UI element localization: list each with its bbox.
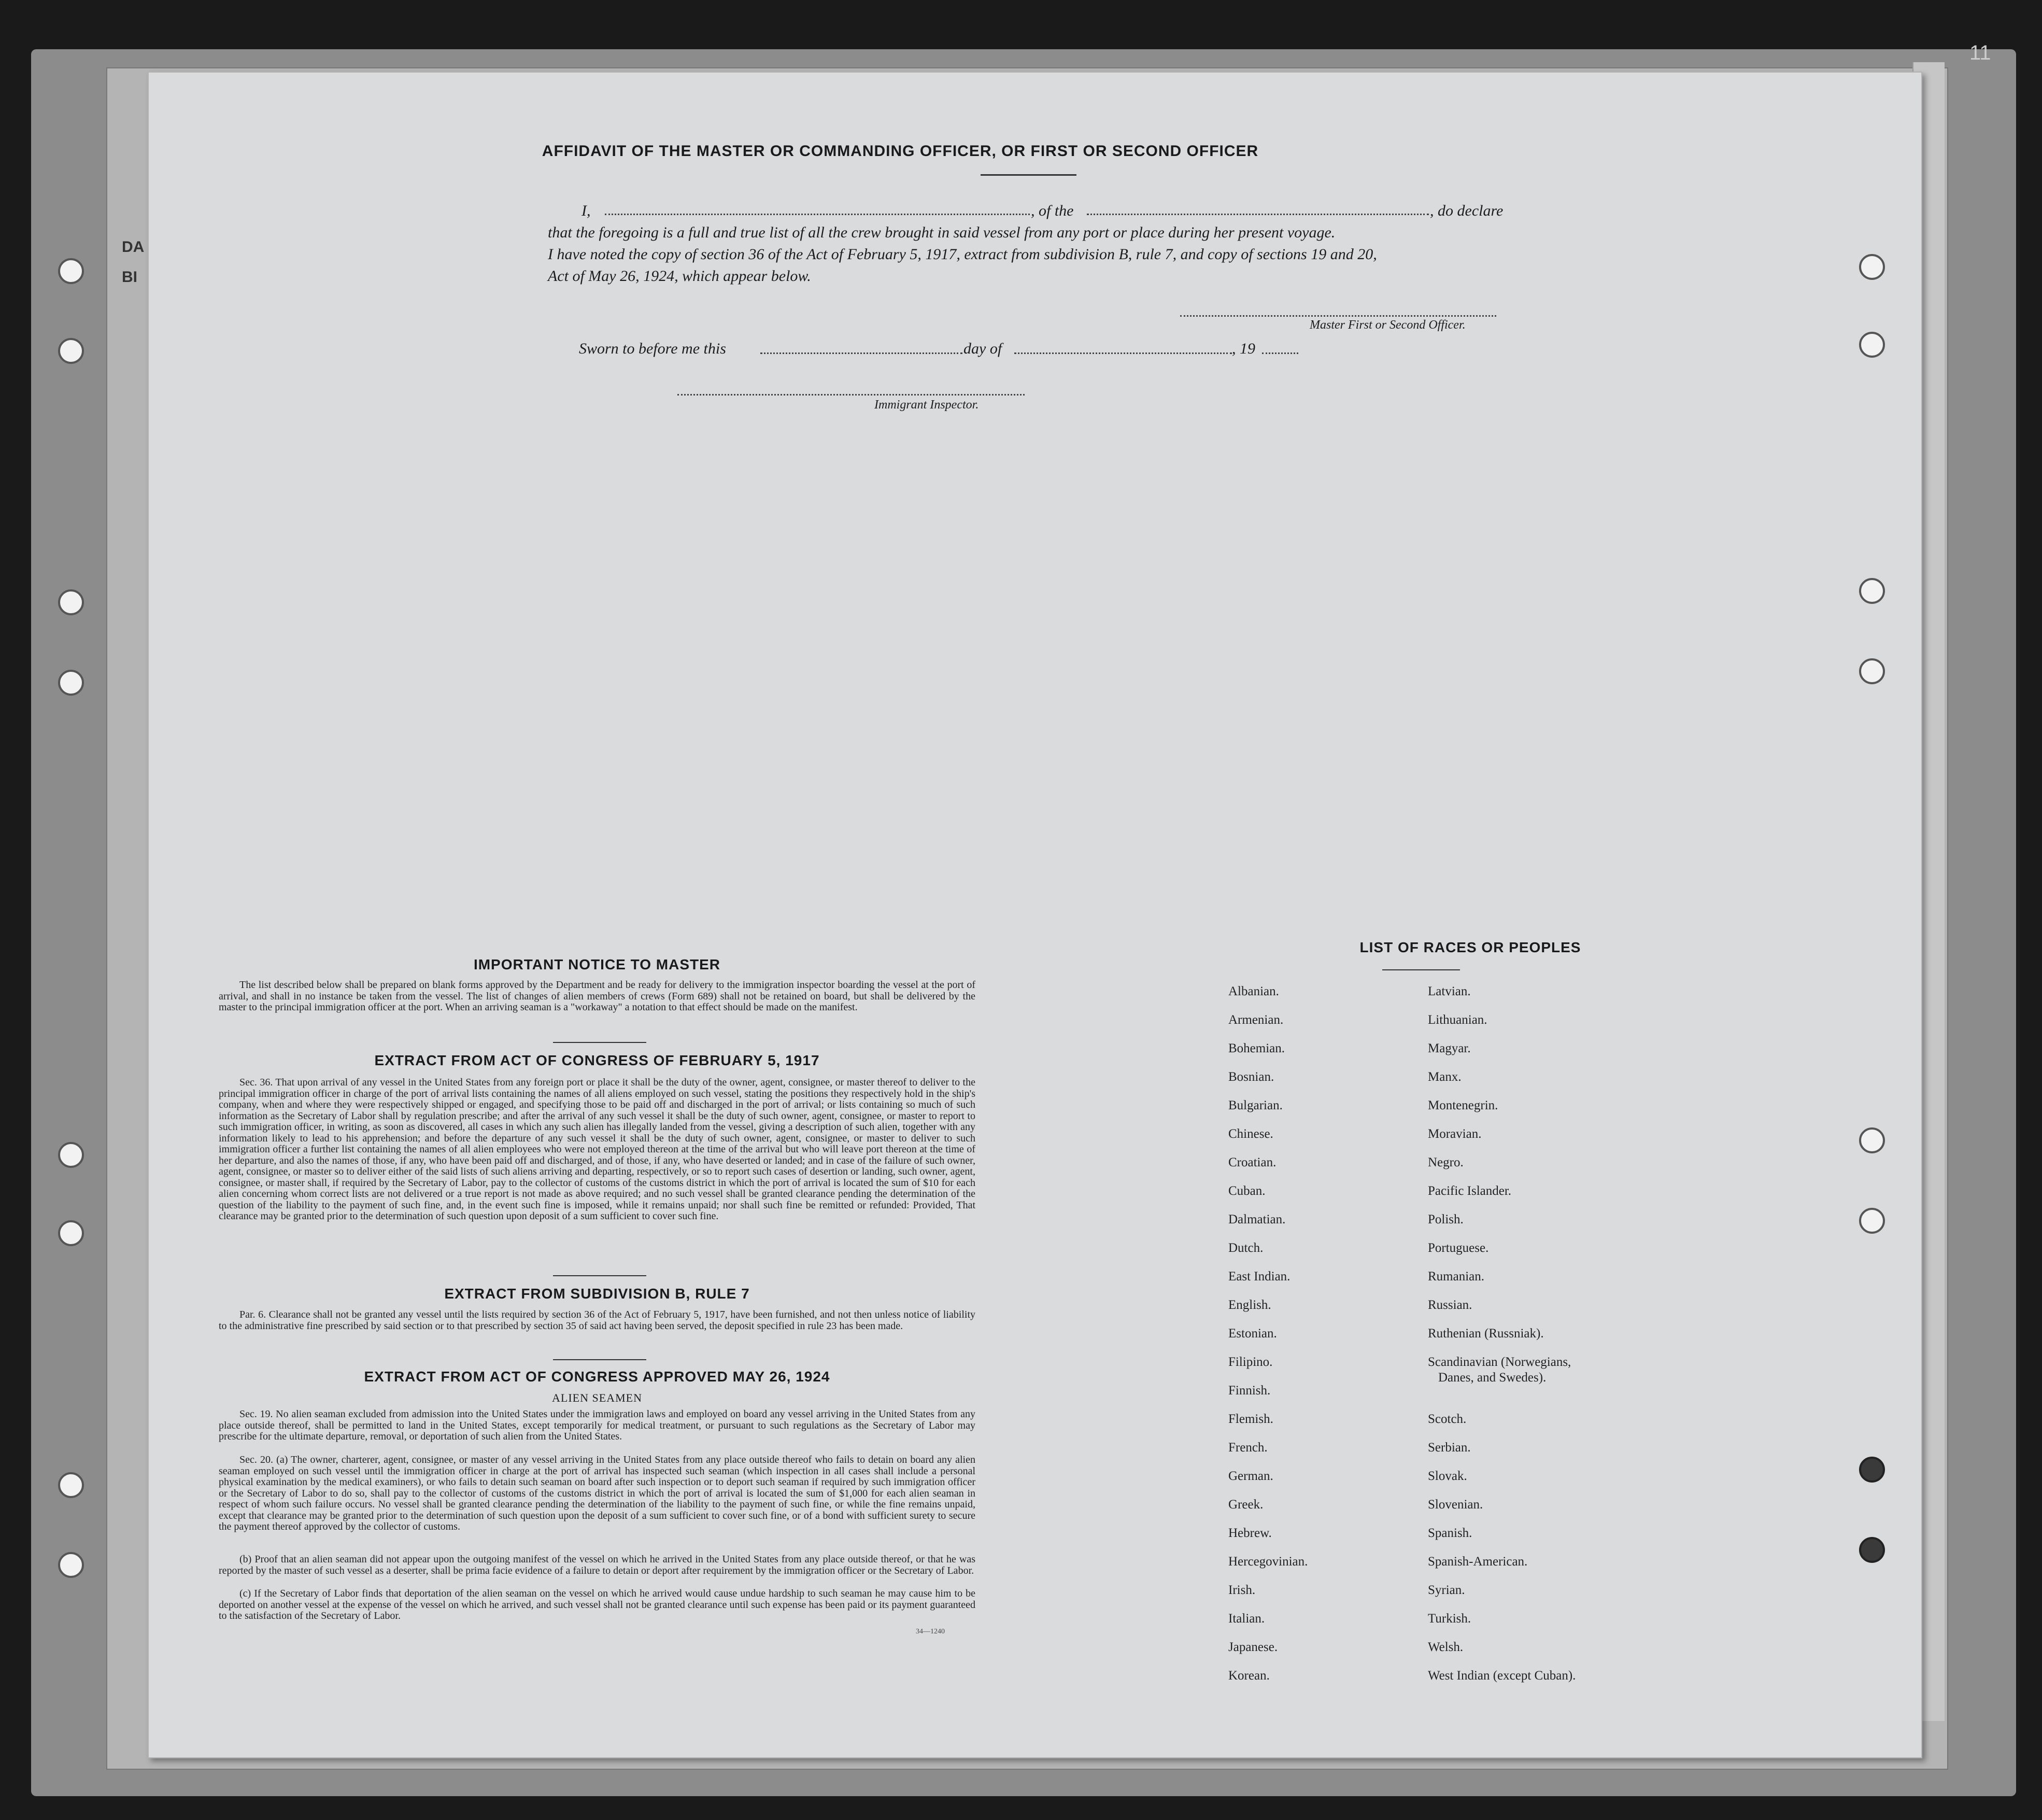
races-heading: LIST OF RACES OR PEOPLES [1359, 939, 1581, 955]
sec20a-text: Sec. 20. (a) The owner, charterer, agent, consignee, or master of any vessel arriving in the United States from any place outside thereof who fails to detain on board any alien seaman employed on such vessel until the immigration officer in charge at the port of arrival has inspected such seaman (which inspection in all cases shall include a personal physical examination by the medical examiners), or who fails to detain such seaman on board after such inspection or to deport such seaman if required by such immigration officer or the Secretary of Labor to do so, shall pay to the collector of customs of the customs district in which the port of arrival is located the sum of $1,000 for each alien seaman in respect of whom such failure occurs. No vessel shall be granted clearance pending the determination of the liability to the payment of such fine, or while the fine remains unpaid, except that clearance may be granted prior to the determination of such question upon the deposit of a sum sufficient to cover such fine, or of a bond with sufficient surety to secure the payment thereof approved by the collector of customs. [219, 1454, 975, 1532]
race-item: Cuban. [1228, 1184, 1266, 1198]
race-item: Spanish-American. [1428, 1555, 1528, 1569]
notice-heading: IMPORTANT NOTICE TO MASTER [473, 956, 721, 972]
day-of-text: day of [963, 340, 1002, 357]
race-item: Dalmatian. [1228, 1212, 1286, 1226]
race-item: Slovak. [1428, 1469, 1467, 1483]
divider [1382, 969, 1460, 970]
extract-rule7-text: Par. 6. Clearance shall not be granted any vessel until the lists required by section 36 of the Act of February 5, 1917, have been furnished, and not then unless notice of liability to the administrative fine prescribed by said section or to that prescribed by section 35 of said act having been served, the deposit specified in rule 23 has been made. [219, 1309, 975, 1332]
race-item: English. [1228, 1298, 1271, 1312]
race-item: Slovenian. [1428, 1498, 1483, 1512]
affidavit-i: I, [582, 202, 591, 219]
affidavit-line-2: that the foregoing is a full and true list of all the crew brought in said vessel from any port or place during her present voyage. [548, 224, 1336, 241]
race-item: Bulgarian. [1228, 1098, 1283, 1112]
races-left-column [1228, 984, 1308, 1697]
day-blank [760, 352, 962, 354]
year-prefix: , 19 [1232, 340, 1255, 357]
race-item: Magyar. [1428, 1041, 1471, 1055]
race-item: Finnish. [1228, 1384, 1271, 1398]
edge-mark: DA [122, 238, 145, 256]
extract-1917-heading: EXTRACT FROM ACT OF CONGRESS OF FEBRUARY 5, 1917 [374, 1052, 820, 1068]
race-item: Polish. [1428, 1212, 1464, 1226]
race-item: Bohemian. [1228, 1041, 1285, 1055]
race-item: Negro. [1428, 1155, 1464, 1169]
affidavit-line-4: Act of May 26, 1924, which appear below. [548, 267, 811, 285]
race-item: Lithuanian. [1428, 1013, 1487, 1027]
edge-mark: BI [122, 269, 137, 286]
master-label: Master First or Second Officer. [1310, 318, 1466, 332]
sec20b-text: (b) Proof that an alien seaman did not appear upon the outgoing manifest of the vessel on which he arrived in the United States from any place outside thereof, or that he was reported by the master of such vessel as a deserter, shall be prima facie evidence of a failure to detain or deport after requirement by the immigration officer or the Secretary of Labor. [219, 1554, 975, 1576]
extract-1917-text: Sec. 36. That upon arrival of any vessel in the United States from any foreign port or place it shall be the duty of the owner, agent, consignee, or master thereof to deliver to the principal immigration officer in charge of the port of arrival lists containing the names of all aliens employed on such vessel, stating the positions they respectively hold in the ship's company, when and where they were respectively shipped or engaged, and specifying those to be paid off and discharged in the port of arrival; or lists containing so much of such information as the Secretary of Labor shall by regulation prescribe; and after the arrival of any such vessel it shall be the duty of such owner, agent, consignee, or master to report to such immigration officer, in writing, as soon as discovered, all cases in which any such alien has illegally landed from the vessel, giving a description of such alien, together with any information likely to lead to his apprehension; and before the departure of any such vessel it shall be the duty of such owner, agent, consignee, or master to deliver to such immigration officer a further list containing the names of all alien employees who were not employed thereon at the time of the arrival but who will leave port thereon at the time of her departure, and also the names of those, if any, who have been paid off and discharged, and of those, if any, who have deserted or landed; and in case of the failure of such owner, agent, consignee, or master so to deliver either of the said lists of such aliens arriving and departing, respectively, or so to report such cases of desertion or landing, such owner, agent, consignee, or master shall, if required by the Secretary of Labor, pay to the collector of customs of the customs district in which the port of arrival is located the sum of $10 for each alien concerning whom correct lists are not delivered or a true report is not made as above required; and no such vessel shall be granted clearance pending the determination of the question of the liability to the payment of such fine, and, in the event such fine is imposed, while it remains unpaid; nor shall such fine be remitted or refunded: Provided, That clearance may be granted prior to the determination of such question upon deposit of a sum sufficient to cover such fine. [219, 1077, 975, 1222]
race-item: French. [1228, 1441, 1268, 1455]
affidavit-heading: AFFIDAVIT OF THE MASTER OR COMMANDING OFFICER, OR FIRST OR SECOND OFFICER [542, 143, 1259, 160]
race-item: Korean. [1228, 1669, 1270, 1683]
race-item: Albanian. [1228, 984, 1279, 998]
year-blank [1262, 352, 1298, 354]
inspector-signature-line [677, 394, 1025, 396]
master-signature-line [1180, 315, 1496, 317]
race-item: Danes, and Swedes). [1438, 1371, 1547, 1385]
binder-hole [58, 670, 84, 696]
affidavit-page [148, 72, 1922, 1758]
race-item: Armenian. [1228, 1013, 1284, 1027]
binder-hole [1859, 578, 1885, 604]
divider [553, 1359, 646, 1360]
inspector-label: Immigrant Inspector. [874, 398, 979, 412]
race-item: Syrian. [1428, 1583, 1465, 1597]
binder-hole [58, 1552, 84, 1578]
binder-hole [58, 1142, 84, 1168]
race-item: Portuguese. [1428, 1241, 1489, 1255]
race-item: Estonian. [1228, 1327, 1277, 1341]
race-item: Latvian. [1428, 984, 1471, 998]
race-item: Moravian. [1428, 1127, 1482, 1141]
race-item: Montenegrin. [1428, 1098, 1498, 1112]
sec19-text: Sec. 19. No alien seaman excluded from admission into the United States under the immigration laws and employed on board any vessel arriving in the United States from any place outside thereof, shall be permitted to land in the United States, except temporarily for medical treatment, or pursuant to such regulations as the Secretary of Labor may prescribe for the ultimate departure, removal, or deportation of such alien from the United States. [219, 1408, 975, 1442]
extract-1924-heading: EXTRACT FROM ACT OF CONGRESS APPROVED MAY 26, 1924 [364, 1368, 830, 1385]
race-item: Filipino. [1228, 1355, 1273, 1369]
race-item: Spanish. [1428, 1526, 1472, 1540]
binder-hole [58, 1472, 84, 1498]
binder-hole [58, 1220, 84, 1246]
race-item: German. [1228, 1469, 1273, 1483]
binder-hole [58, 338, 84, 364]
notice-text: The list described below shall be prepared on blank forms approved by the Department and be ready for delivery to the immigration inspector boarding the vessel at the port of arrival, and shall in no instance be taken from the vessel. The list of changes of alien members of crews (Form 689) shall not be retained on board, but shall be delivered by the master to the principal immigration officer at the port. When an arriving seaman is a "workaway" a notation to that effect should be made on the manifest. [219, 979, 975, 1013]
race-item: West Indian (except Cuban). [1428, 1669, 1576, 1683]
extract-rule7-heading: EXTRACT FROM SUBDIVISION B, RULE 7 [444, 1286, 750, 1302]
races-right-column [1428, 984, 1576, 1697]
race-item: Dutch. [1228, 1241, 1264, 1255]
sworn-text: Sworn to before me this [579, 340, 726, 357]
binder-hole [58, 258, 84, 284]
binder-hole [1859, 1457, 1885, 1483]
race-item: Chinese. [1228, 1127, 1273, 1141]
race-item: Bosnian. [1228, 1070, 1274, 1084]
binder-hole [1859, 1537, 1885, 1563]
binder-hole [58, 589, 84, 615]
race-item: East Indian. [1228, 1269, 1291, 1283]
race-item: Italian. [1228, 1612, 1265, 1626]
name-blank [605, 214, 1030, 215]
race-item: Welsh. [1428, 1640, 1464, 1654]
binder-hole [1859, 658, 1885, 684]
race-item: Scandinavian (Norwegians, [1428, 1355, 1571, 1369]
race-item: Hebrew. [1228, 1526, 1272, 1540]
form-number: 34—1240 [916, 1628, 945, 1635]
race-item: Serbian. [1428, 1441, 1471, 1455]
divider [553, 1042, 646, 1043]
race-item: Flemish. [1228, 1412, 1273, 1426]
race-item: Irish. [1228, 1583, 1256, 1597]
race-item: Ruthenian (Russniak). [1428, 1327, 1544, 1341]
divider [553, 1275, 646, 1276]
race-item: Pacific Islander. [1428, 1184, 1512, 1198]
race-item: Hercegovinian. [1228, 1555, 1308, 1569]
affidavit-line-3: I have noted the copy of section 36 of the Act of February 5, 1917, extract from subdivision B, rule 7, and copy of sections 19 and 20, [548, 246, 1377, 263]
affidavit-declare: , do declare [1430, 202, 1504, 219]
sec20c-text: (c) If the Secretary of Labor finds that deportation of the alien seaman on the vessel on which he arrived would cause undue hardship to such seaman he may cause him to be deported on another vessel at the expense of the vessel on which he arrived, and such vessel shall not be granted clearance until such expense has been paid or its payment guaranteed to the satisfaction of the Secretary of Labor. [219, 1588, 975, 1621]
vessel-blank [1087, 214, 1429, 215]
binder-hole [1859, 1127, 1885, 1153]
race-item: Japanese. [1228, 1640, 1278, 1654]
divider [981, 174, 1076, 176]
month-blank [1014, 352, 1232, 354]
binder-hole [1859, 254, 1885, 280]
binder-hole [1859, 332, 1885, 358]
page-number: 11 [1969, 41, 1991, 64]
affidavit-of-the: , of the [1031, 202, 1074, 219]
race-item: Croatian. [1228, 1155, 1277, 1169]
race-item: Rumanian. [1428, 1269, 1485, 1283]
race-item: Russian. [1428, 1298, 1472, 1312]
alien-seamen-subheading: ALIEN SEAMEN [552, 1391, 642, 1404]
race-item: Manx. [1428, 1070, 1462, 1084]
race-item: Scotch. [1428, 1412, 1467, 1426]
binder-hole [1859, 1208, 1885, 1234]
race-item: Greek. [1228, 1498, 1264, 1512]
race-item: Turkish. [1428, 1612, 1471, 1626]
